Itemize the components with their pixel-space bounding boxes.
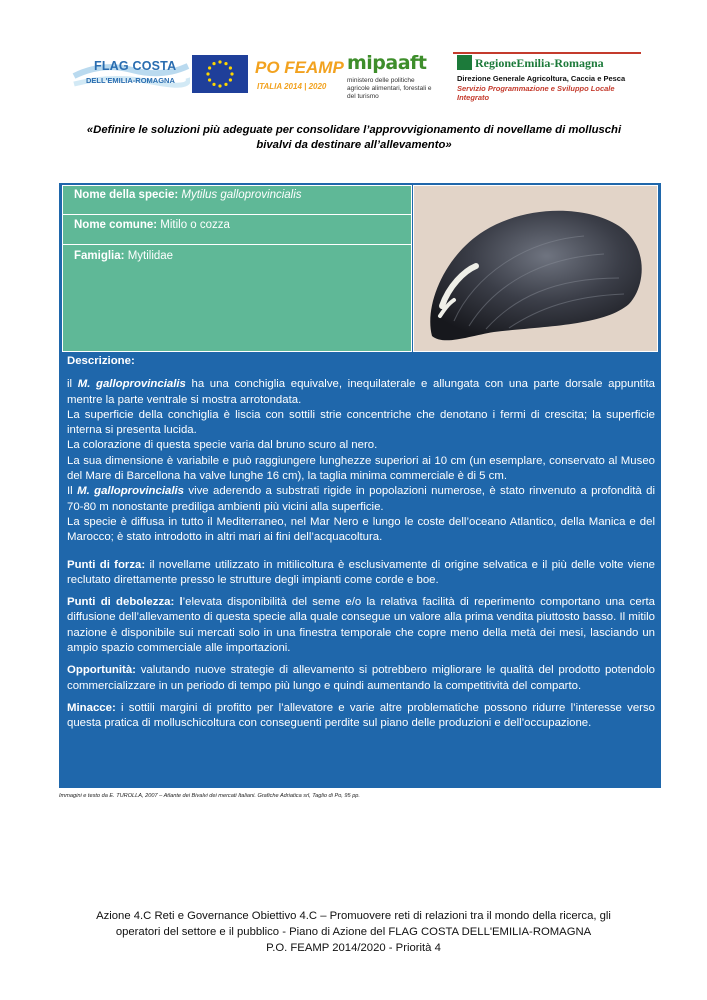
region-department: Direzione Generale Agricoltura, Caccia e Pesca — [457, 74, 626, 83]
species-name-value: Mytilus galloprovincialis — [181, 189, 302, 201]
regione-emilia-romagna-logo — [453, 52, 643, 100]
description-paragraph — [67, 484, 655, 515]
desc-text: ha una conchiglia equivalve, inequilaterale e allungata con una parte dorsale appuntita mentre la parte ventrale si mostra arrotondata. — [67, 378, 655, 406]
mipaaf-logo — [347, 52, 437, 100]
mussel-shell-icon — [414, 186, 658, 352]
weaknesses-paragraph — [67, 595, 655, 656]
description-paragraph: La colorazione di questa specie varia dal bruno scuro al nero. — [67, 439, 378, 452]
threats-paragraph — [67, 701, 655, 732]
eu-stars-icon — [192, 55, 248, 93]
desc-text: Il — [67, 485, 78, 498]
species-emphasis: M. galloprovincialis — [77, 485, 184, 498]
species-card — [59, 183, 661, 788]
species-name-cell — [62, 185, 412, 215]
threats-label: Minacce: — [67, 701, 116, 714]
footer-line: Azione 4.C Reti e Governance Obiettivo 4.C – Promuovere reti di relazioni tra il mondo della ricerca, gli — [96, 910, 611, 922]
po-feamp-logo — [255, 56, 345, 96]
weaknesses-label: Punti di debolezza: l — [67, 596, 183, 609]
image-credit: Immagini e testo da E. TUROLLA, 2007 – Atlante dei Bivalvi dei mercati Italiani. Grafiche Adriatica srl, Taglio di Po, 95 pp. — [59, 793, 360, 799]
mipaaf-caption: ministero delle politiche agricole alimentari, forestali e del turismo — [347, 77, 432, 100]
common-name-cell — [62, 214, 412, 245]
region-shield-icon — [457, 55, 472, 70]
species-description — [67, 354, 655, 732]
family-cell — [62, 244, 412, 352]
opportunities-paragraph — [67, 663, 655, 694]
description-paragraph: La specie è diffusa in tutto il Mediterraneo, nel Mar Nero e lungo le coste dell’oceano Atlantico, della Manica e del Marocco; è stato introdotto in altri mari ai fini dell’acquacoltura. — [67, 515, 655, 544]
desc-text: vive aderendo a substrati rigide in popolazioni numerose, è stato rinvenuto a profondità di 70-80 m nonostante prediliga ambienti più vicini alla superficie. — [67, 485, 655, 513]
footer-line: operatori del settore e il pubblico - Piano di Azione del FLAG COSTA DELL'EMILIA-ROMAGNA — [115, 925, 592, 938]
common-name-label: Nome comune: — [74, 219, 158, 231]
po-feamp-title: PO FEAMP — [255, 58, 344, 77]
po-feamp-period: ITALIA 2014 | 2020 — [257, 82, 327, 91]
desc-text: il — [67, 378, 78, 391]
page-footer — [40, 909, 667, 956]
footer-line: P.O. FEAMP 2014/2020 - Priorità 4 — [266, 941, 441, 954]
threats-text: i sottili margini di profitto per l’allevatore e varie altre problematiche possono ridurre l’interesse verso questa pratica di molluschicoltura con conseguenti perdite sul piano delle produzioni e dell’occupazione. — [67, 701, 655, 730]
mipaaf-wordmark: mipaaft — [347, 52, 427, 74]
logo-divider — [453, 52, 641, 54]
description-heading: Descrizione: — [67, 355, 135, 367]
spacer — [67, 656, 655, 663]
document-title: «Definire le soluzioni più adeguate per consolidare l’approvvigionamento di novellame di molluschi bivalvi da destinare all’allevamento» — [86, 124, 622, 151]
region-name: RegioneEmilia-Romagna — [475, 56, 604, 70]
region-service: Servizio Programmazione e Sviluppo Locale Integrato — [457, 84, 615, 102]
opportunities-label: Opportunità: — [67, 664, 136, 677]
species-name-label: Nome della specie: — [74, 189, 179, 201]
mussel-shell-photo — [413, 185, 658, 352]
family-value: Mytilidae — [127, 250, 174, 262]
weaknesses-text: ’elevata disponibilità del seme e/o la relativa facilità di reperimento comportano una certa diffusione dell’allevamento di questa specie alla quale consegue un valore alla prima vendita piuttosto basso. Il mitilo nazione è disponibile sui mercati solo in una finestra temporale che copre meno della metà dei mesi, lasciando un ampio spazio commerciale alle importazioni. — [67, 596, 655, 655]
description-paragraph: La superficie della conchiglia è liscia con sottili strie concentriche che denotano i fermi di crescita; la superficie interna si presenta lucida. — [67, 408, 655, 437]
spacer — [67, 694, 655, 701]
flag-logo-line2: DELL'EMILIA-ROMAGNA — [86, 76, 175, 85]
strengths-text: il novellame utilizzato in mitilicoltura è esclusivamente di origine selvatica e il più delle volte viene reclutato direttamente presso le strutture degli impianti come corde e boe. — [67, 558, 655, 586]
species-emphasis: M. galloprovincialis — [77, 378, 186, 391]
spacer — [67, 588, 655, 595]
description-paragraph: La sua dimensione è variabile e può raggiungere lunghezze superiori ai 10 cm (un esemplare, conservato al Museo del Mare di Barcellona ha valve lunghe 16 cm), la taglia minima commerciale è di 5 cm. — [67, 454, 655, 483]
flag-logo-line1: FLAG COSTA — [94, 59, 177, 73]
common-name-value: Mitilo o cozza — [160, 219, 230, 231]
logo-strip — [70, 48, 640, 108]
family-label: Famiglia: — [74, 250, 125, 262]
spacer — [67, 546, 655, 558]
opportunities-text: valutando nuove strategie di allevamento si potrebbero migliorare le qualità del prodotto potendolo commercializzare in un periodo di tempo più lungo e quindi aumentando la competitività del comparto. — [67, 664, 655, 692]
strengths-paragraph — [67, 558, 655, 589]
flag-costa-logo — [72, 56, 190, 92]
strengths-label: Punti di forza: — [67, 558, 146, 571]
description-paragraph — [67, 377, 655, 408]
eu-flag-icon — [192, 55, 248, 93]
